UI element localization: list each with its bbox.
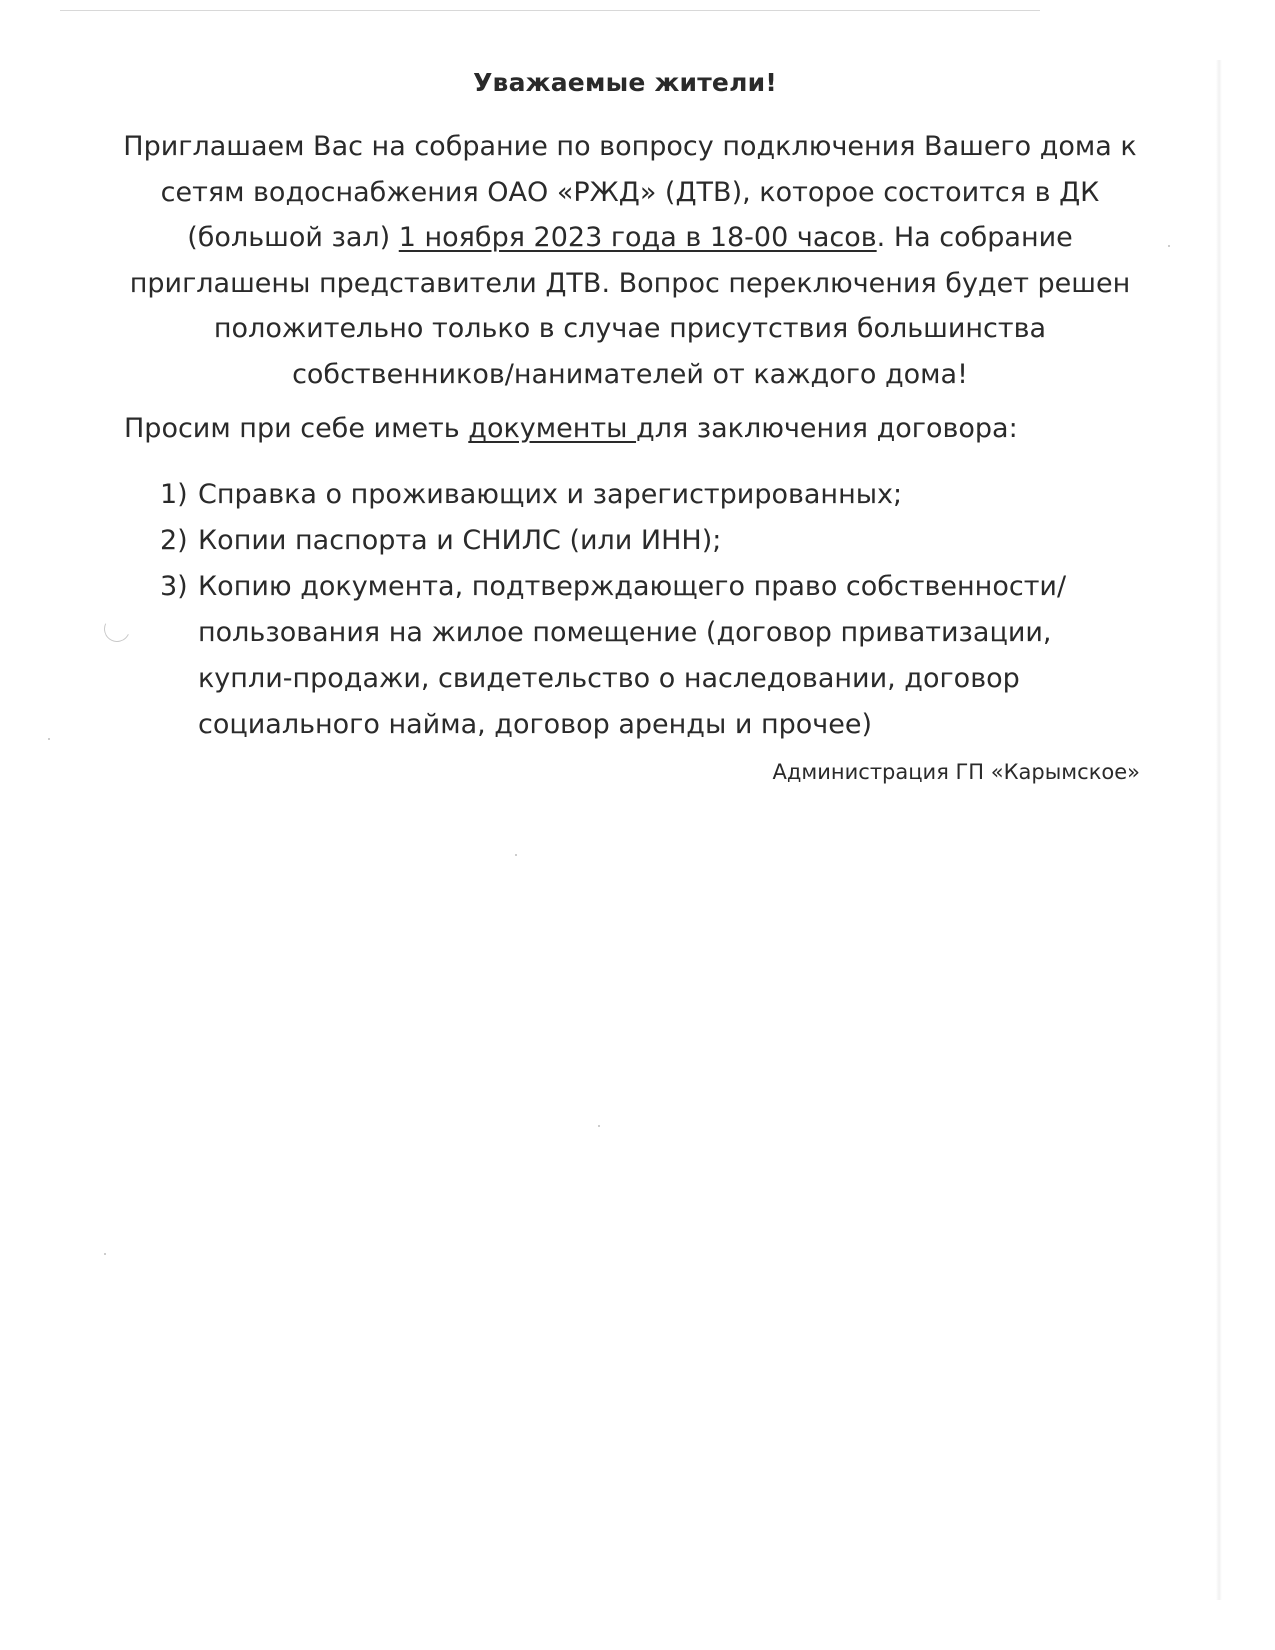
documents-request (124, 413, 1164, 444)
list-item-number: 1) (160, 479, 188, 510)
scan-edge-top (60, 10, 1040, 11)
scan-speck (598, 1125, 600, 1127)
notice-title: Уважаемые жители! (473, 68, 777, 97)
request-documents-word: документы (468, 413, 637, 444)
list-item-number: 2) (160, 525, 188, 556)
intro-text-start: Приглашаем Вас на собрание по вопросу подключения Вашего дома к сетям водоснабжения ОАО «РЖД» (ДТВ), которое состоится в ДК (большой зал) (123, 131, 1137, 253)
request-text-end: для заключения договора: (636, 413, 1018, 444)
notice-intro (110, 124, 1150, 397)
list-item (160, 564, 1150, 748)
punch-hole-mark (100, 612, 133, 645)
documents-list (160, 472, 1150, 748)
list-item-text: Копии паспорта и СНИЛС (или ИНН); (198, 525, 722, 556)
scan-speck (1168, 245, 1170, 247)
intro-text-end: . На собрание приглашены представители ДТВ. Вопрос переключения будет решен положительно только в случае присутствия большинства собственников/нанимателей от каждого дома! (129, 222, 1131, 390)
meeting-date-time: 1 ноября 2023 года в 18-00 часов (398, 222, 877, 253)
scan-speck (515, 854, 517, 856)
list-item-number: 3) (160, 571, 188, 602)
request-text-start: Просим при себе иметь (124, 413, 469, 444)
list-item-text: Копию документа, подтверждающего право собственности/пользования на жилое помещение (договор приватизации, купли-продажи, свидетельство о наследовании, договор социального найма, договор аренды и прочее) (198, 571, 1067, 740)
list-item (160, 472, 1150, 518)
list-item (160, 518, 1150, 564)
scan-speck (104, 1253, 106, 1255)
list-item-text: Справка о проживающих и зарегистрированных; (198, 479, 903, 510)
scan-edge-right (1216, 60, 1222, 1600)
signature: Администрация ГП «Карымское» (772, 760, 1140, 784)
scan-speck (48, 738, 50, 740)
